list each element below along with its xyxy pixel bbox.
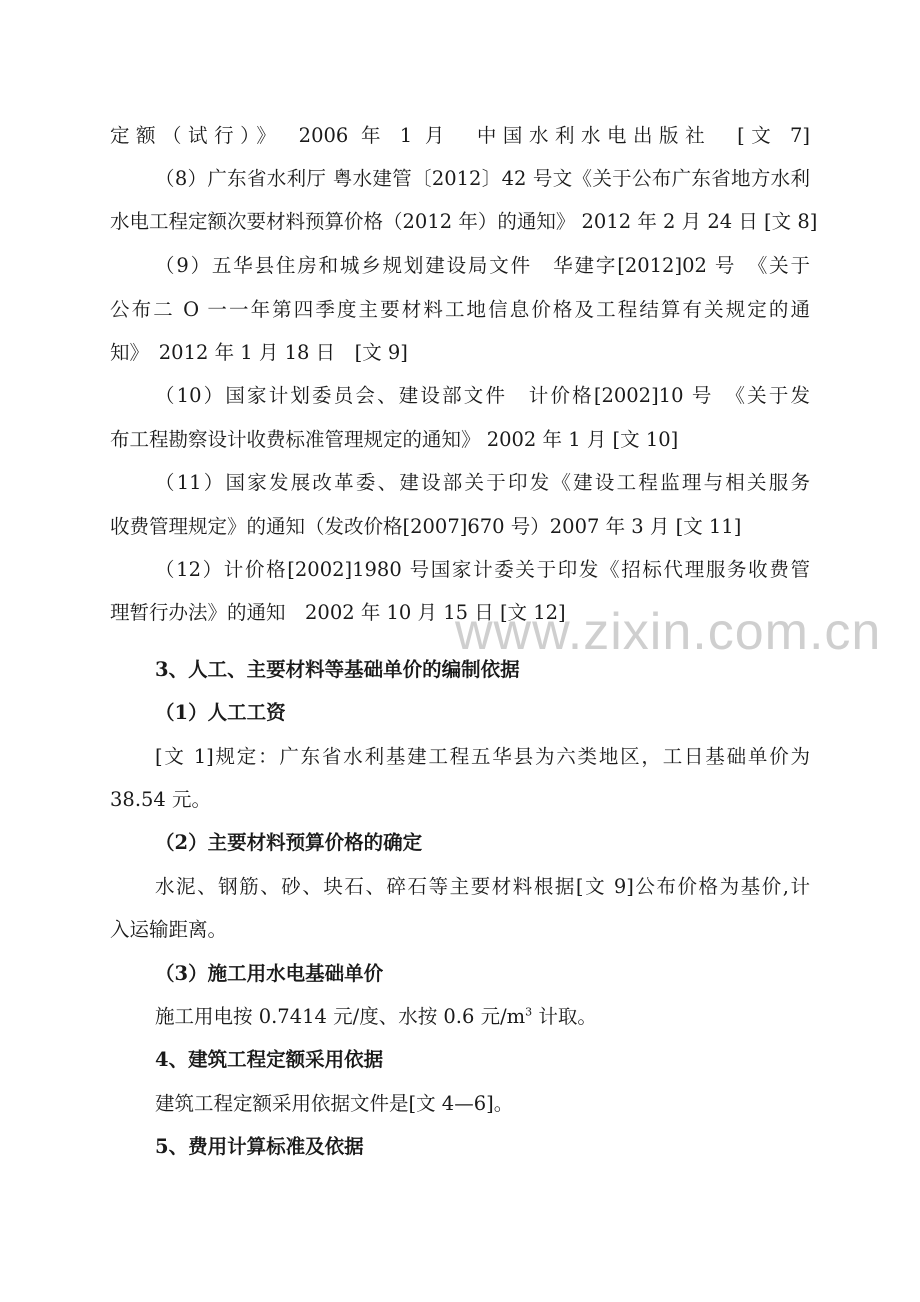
paragraph-line: 公布二 O 一一年第四季度主要材料工地信息价格及工程结算有关规定的通 xyxy=(110,298,810,321)
subheading-labor-wage: （1）人工工资 xyxy=(155,701,286,724)
subheading-water-power: （3）施工用水电基础单价 xyxy=(155,962,384,985)
paragraph-line: （9）五华县住房和城乡规划建设局文件 华建字[2012]02 号 《关于 xyxy=(155,254,810,277)
text-run: 施工用电按 0.7414 元/度、水按 0.6 元/m xyxy=(155,1005,526,1028)
paragraph-line xyxy=(155,1003,810,1031)
paragraph-line: 收费管理规定》的通知（发改价格[2007]670 号）2007 年 3 月 [文 11] xyxy=(110,515,742,538)
paragraph-line: 布工程勘察设计收费标准管理规定的通知》 2002 年 1 月 [文 10] xyxy=(110,428,679,451)
subheading-material-price: （2）主要材料预算价格的确定 xyxy=(155,831,423,854)
paragraph-line: 知》 2012 年 1 月 18 日 [文 9] xyxy=(110,341,408,364)
paragraph-line: 38.54 元。 xyxy=(110,788,212,811)
paragraph-line: [文 1]规定：广东省水利基建工程五华县为六类地区，工日基础单价为 xyxy=(155,745,810,768)
paragraph-line: （12）计价格[2002]1980 号国家计委关于印发《招标代理服务收费管 xyxy=(155,558,810,581)
paragraph-line: （10）国家计划委员会、建设部文件 计价格[2002]10 号 《关于发 xyxy=(155,384,810,407)
paragraph-line: 入运输距离。 xyxy=(110,918,228,941)
paragraph-line: 定额（试行）》 2006 年 1 月 中国水利水电出版社 [文 7] xyxy=(110,124,810,147)
paragraph-line: 建筑工程定额采用依据文件是[文 4—6]。 xyxy=(155,1092,514,1115)
text-run: 计取。 xyxy=(532,1005,597,1028)
watermark: www.zixin.com.cn xyxy=(455,603,882,661)
section-heading-5: 5、费用计算标准及依据 xyxy=(155,1135,364,1158)
paragraph-line: 水电工程定额次要材料预算价格（2012 年）的通知》 2012 年 2 月 24 日 [文 8] xyxy=(110,210,818,233)
superscript: 3 xyxy=(525,1005,533,1019)
paragraph-line: （11）国家发展改革委、建设部关于印发《建设工程监理与相关服务 xyxy=(155,471,810,494)
paragraph-line: 水泥、钢筋、砂、块石、碎石等主要材料根据[文 9]公布价格为基价,计 xyxy=(155,875,810,898)
paragraph-line: 理暂行办法》的通知 2002 年 10 月 15 日 [文 12] xyxy=(110,601,566,624)
paragraph-line: （8）广东省水利厅 粤水建管〔2012〕42 号文《关于公布广东省地方水利 xyxy=(155,167,810,190)
section-heading-4: 4、建筑工程定额采用依据 xyxy=(155,1048,384,1071)
section-heading-3: 3、人工、主要材料等基础单价的编制依据 xyxy=(155,658,520,681)
